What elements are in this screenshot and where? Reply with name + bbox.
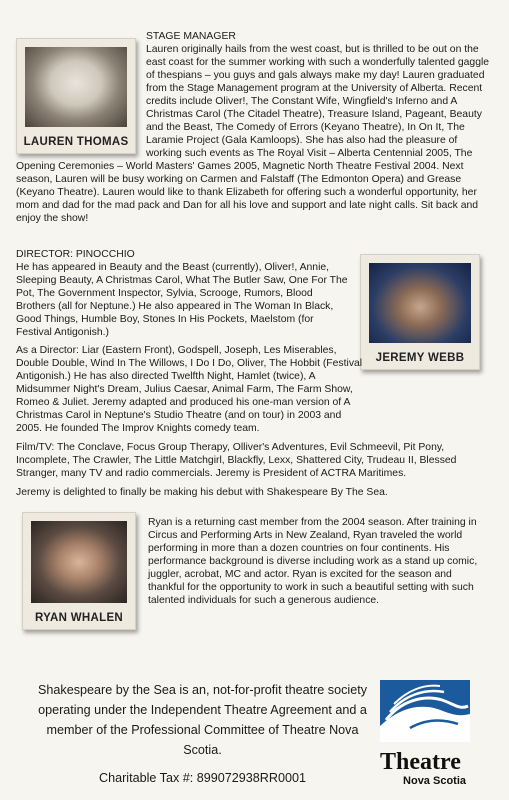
- logo-word-theatre: Theatre: [380, 749, 461, 775]
- bio-paragraph: He has appeared in Beauty and the Beast (currently), Oliver!, Annie, Sleeping Beauty, A Christmas Carol, What The Butler Saw, One For The Pot, The Government Inspector, Sylvia, Scrooge, Rumors, Blood Brothers (all for Neptune.) He also appeared in The Woman In Black, Good Things, Humble Boy, Stones In His Pockets, Maelstom (for Festival Antigonish.): [16, 262, 348, 338]
- bio-paragraph: Jeremy is delighted to finally be making his debut with Shakespeare By The Sea.: [16, 487, 388, 498]
- wave-logo-icon: [380, 680, 470, 742]
- ryan-whalen-caption: RYAN WHALEN: [34, 612, 124, 624]
- bio-paragraph: Film/TV: The Conclave, Focus Group Therapy, Olliver's Adventures, Evil Schmeevil, Pit Pony, Incomplete, The Crawler, The Little Matchgirl, Blackfly, Lexx, Shattered City, Trudeau II, Blessed Stranger, many TV and radio commercials. Jeremy is President of ACTRA Maritimes.: [16, 442, 457, 479]
- director-bio-more: [16, 344, 494, 505]
- ryan-whalen-portrait: [31, 521, 127, 603]
- stage-manager-bio-text: [16, 43, 494, 231]
- stage-manager-bio: [146, 30, 486, 43]
- jeremy-webb-portrait: [369, 263, 471, 343]
- theatre-nova-scotia-logo: [380, 680, 470, 788]
- ryan-whalen-photo: [22, 512, 136, 630]
- footer-statement: Shakespeare by the Sea is an, not-for-profit theatre society operating under the Independent Theatre Agreement and a member of the Professional Committee of Theatre Nova Scotia.: [37, 683, 368, 757]
- director-heading: DIRECTOR: PINOCCHIO: [16, 249, 135, 260]
- stage-manager-heading: STAGE MANAGER: [146, 31, 236, 42]
- footer: [30, 680, 375, 788]
- lauren-thomas-caption: LAUREN THOMAS: [23, 136, 129, 148]
- bio-paragraph: Lauren originally hails from the west coast, but is thrilled to be out on the east coast for the summer working with such a wonderfully talented gaggle of thespians – you guys and gals always make my day! Lauren graduated from the Stage Management program at the University of Alberta. Recent credits include Oliver!, The Constant Wife, Wingfield's Inferno and A Christmas Carol (The Citadel Theatre), Treasure Island, Pageant, Beauty and the Beast, The Comedy of Errors (Keyano Theatre), In On It, The Laramie Project (Gala Kamloops). She has also had the pleasure of working such events as The Royal Visit – Alberta Centennial 2005, The Opening Ceremonies – World Masters' Games 2005, Magnetic North Theatre Festival 2004. Next season, Lauren will be busy working on Carmen and Falstaff (The Edmonton Opera) and Grease (Keyano Theatre). Lauren would like to thank Elizabeth for offering such a wonderful opportunity, her mom and dad for the mad pack and Dan for all his love and support and late night calls. Sit back and enjoy the show!: [16, 44, 490, 224]
- photo-wrap-spacer: [16, 43, 146, 160]
- ryan-bio: [148, 516, 488, 613]
- bio-paragraph: Ryan is a returning cast member from the 2004 season. After training in Circus and Performing Arts in New Zealand, Ryan traveled the world performing in more than a dozen countries on four continents. His performance background is diverse including work as a stand up comic, juggler, acrobat, MC and actor. Ryan is excited for the season and thankful for the opportunity to work in such a beautiful setting with such talented individuals for such a generous audience.: [148, 517, 478, 606]
- bio-paragraph: As a Director: Liar (Eastern Front), Godspell, Joseph, Les Miserables, Double Double, Wind In The Willows, I Do I Do, Oliver, The Hobbit (Festival Antigonish.) He has also directed Twelfth Night, Hamlet (twice), A Midsummer Night's Dream, Julius Caesar, Animal Farm, The Farm Show, Romeo & Juliet. Jeremy adapted and produced his one-man version of A Christmas Carol in Neptune's Studio Theatre (and on tour) in 2003 and 2005. He founded The Improv Knights comedy team.: [16, 345, 363, 434]
- charitable-tax-number: Charitable Tax #: 899072938RR0001: [98, 771, 306, 785]
- logo-word-nova-scotia: Nova Scotia: [403, 775, 466, 787]
- jeremy-webb-caption: JEREMY WEBB: [375, 352, 465, 364]
- director-bio: [16, 248, 352, 345]
